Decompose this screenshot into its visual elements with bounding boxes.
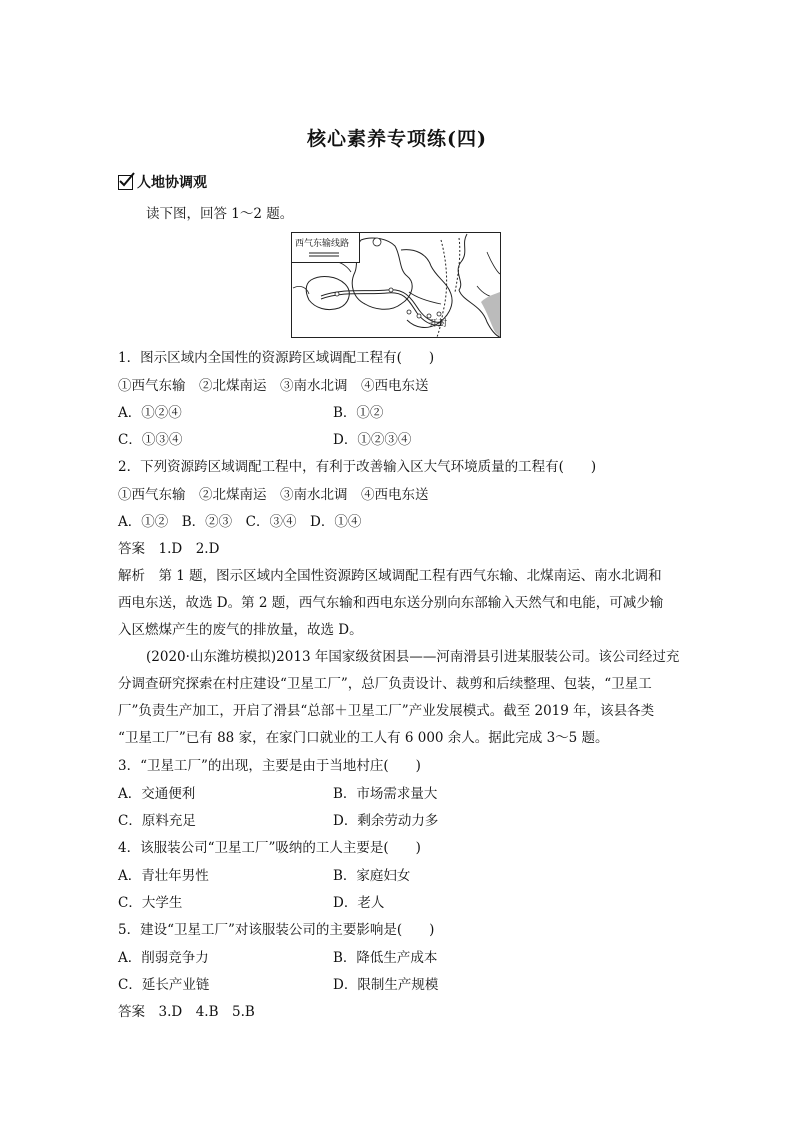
q5-option-a: A．削弱竞争力 bbox=[118, 950, 209, 966]
q5-option-b: B．降低生产成本 bbox=[333, 950, 438, 966]
q1-items: ①西气东输 ②北煤南运 ③南水北调 ④西电东送 bbox=[118, 378, 429, 394]
q1-option-d: D．①②③④ bbox=[333, 432, 412, 448]
intro-text: 读下图，回答 1～2 题。 bbox=[146, 206, 294, 222]
section-heading-label: 人地协调观 bbox=[137, 175, 207, 191]
q4-option-b: B．家庭妇女 bbox=[333, 868, 411, 884]
map-city-label: 开封 bbox=[429, 319, 448, 329]
checkmark-icon bbox=[118, 175, 133, 190]
q5-option-c: C．延长产业链 bbox=[118, 977, 210, 993]
analysis-line: 解析 第 1 题，图示区域内全国性资源跨区域调配工程有西气东输、北煤南运、南水北调和 bbox=[118, 568, 662, 584]
q2-items: ①西气东输 ②北煤南运 ③南水北调 ④西电东送 bbox=[118, 487, 429, 503]
q1-option-b: B．①② bbox=[333, 405, 384, 421]
q4-option-a: A．青壮年男性 bbox=[118, 868, 209, 884]
map-legend-label: 西气东输线路 bbox=[295, 239, 350, 249]
q3-option-b: B．市场需求量大 bbox=[333, 786, 438, 802]
q4-option-c: C．大学生 bbox=[118, 895, 183, 911]
q4-option-d: D．老人 bbox=[333, 895, 385, 911]
q5-option-d: D．限制生产规模 bbox=[333, 977, 439, 993]
passage-line: 分调查研究探索在村庄建设“卫星工厂”，总厂负责设计、裁剪和后续整理、包装，“卫星工 bbox=[118, 676, 652, 692]
q3-option-a: A．交通便利 bbox=[118, 786, 196, 802]
q4-stem: 4．该服装公司“卫星工厂”吸纳的工人主要是( ) bbox=[118, 840, 421, 856]
q2-options: A．①② B．②③ C．③④ D．①④ bbox=[118, 514, 362, 530]
passage-line: “卫星工厂”已有 88 家，在家门口就业的工人有 6 000 余人。据此完成 3～5 题。 bbox=[118, 730, 609, 746]
q3-option-c: C．原料充足 bbox=[118, 813, 196, 829]
map-figure bbox=[291, 232, 501, 338]
passage-line: (2020·山东潍坊模拟)2013 年国家级贫困县——河南滑县引进某服装公司。该公司经过充 bbox=[146, 649, 680, 665]
analysis-line: 西电东送，故选 D。第 2 题，西气东输和西电东送分别向东部输入天然气和电能，可减少输 bbox=[118, 595, 664, 611]
passage-line: 厂”负责生产加工，开启了滑县“总部＋卫星工厂”产业发展模式。截至 2019 年，该县各类 bbox=[118, 703, 655, 719]
answer-block-2: 答案 3.D 4.B 5.B bbox=[118, 1004, 255, 1020]
q5-stem: 5．建设“卫星工厂”对该服装公司的主要影响是( ) bbox=[118, 922, 435, 938]
page-title: 核心素养专项练(四) bbox=[307, 128, 487, 150]
q1-stem: 1．图示区域内全国性的资源跨区域调配工程有( ) bbox=[118, 350, 435, 366]
section-heading bbox=[118, 172, 207, 192]
q3-option-d: D．剩余劳动力多 bbox=[333, 813, 439, 829]
answer-block-1: 答案 1.D 2.D bbox=[118, 541, 220, 557]
analysis-line: 入区燃煤产生的废气的排放量，故选 D。 bbox=[118, 622, 363, 638]
q2-stem: 2．下列资源跨区域调配工程中，有利于改善输入区大气环境质量的工程有( ) bbox=[118, 459, 597, 475]
q1-option-a: A．①②④ bbox=[118, 405, 182, 421]
q3-stem: 3．“卫星工厂”的出现，主要是由于当地村庄( ) bbox=[118, 758, 421, 774]
q1-option-c: C．①③④ bbox=[118, 432, 183, 448]
